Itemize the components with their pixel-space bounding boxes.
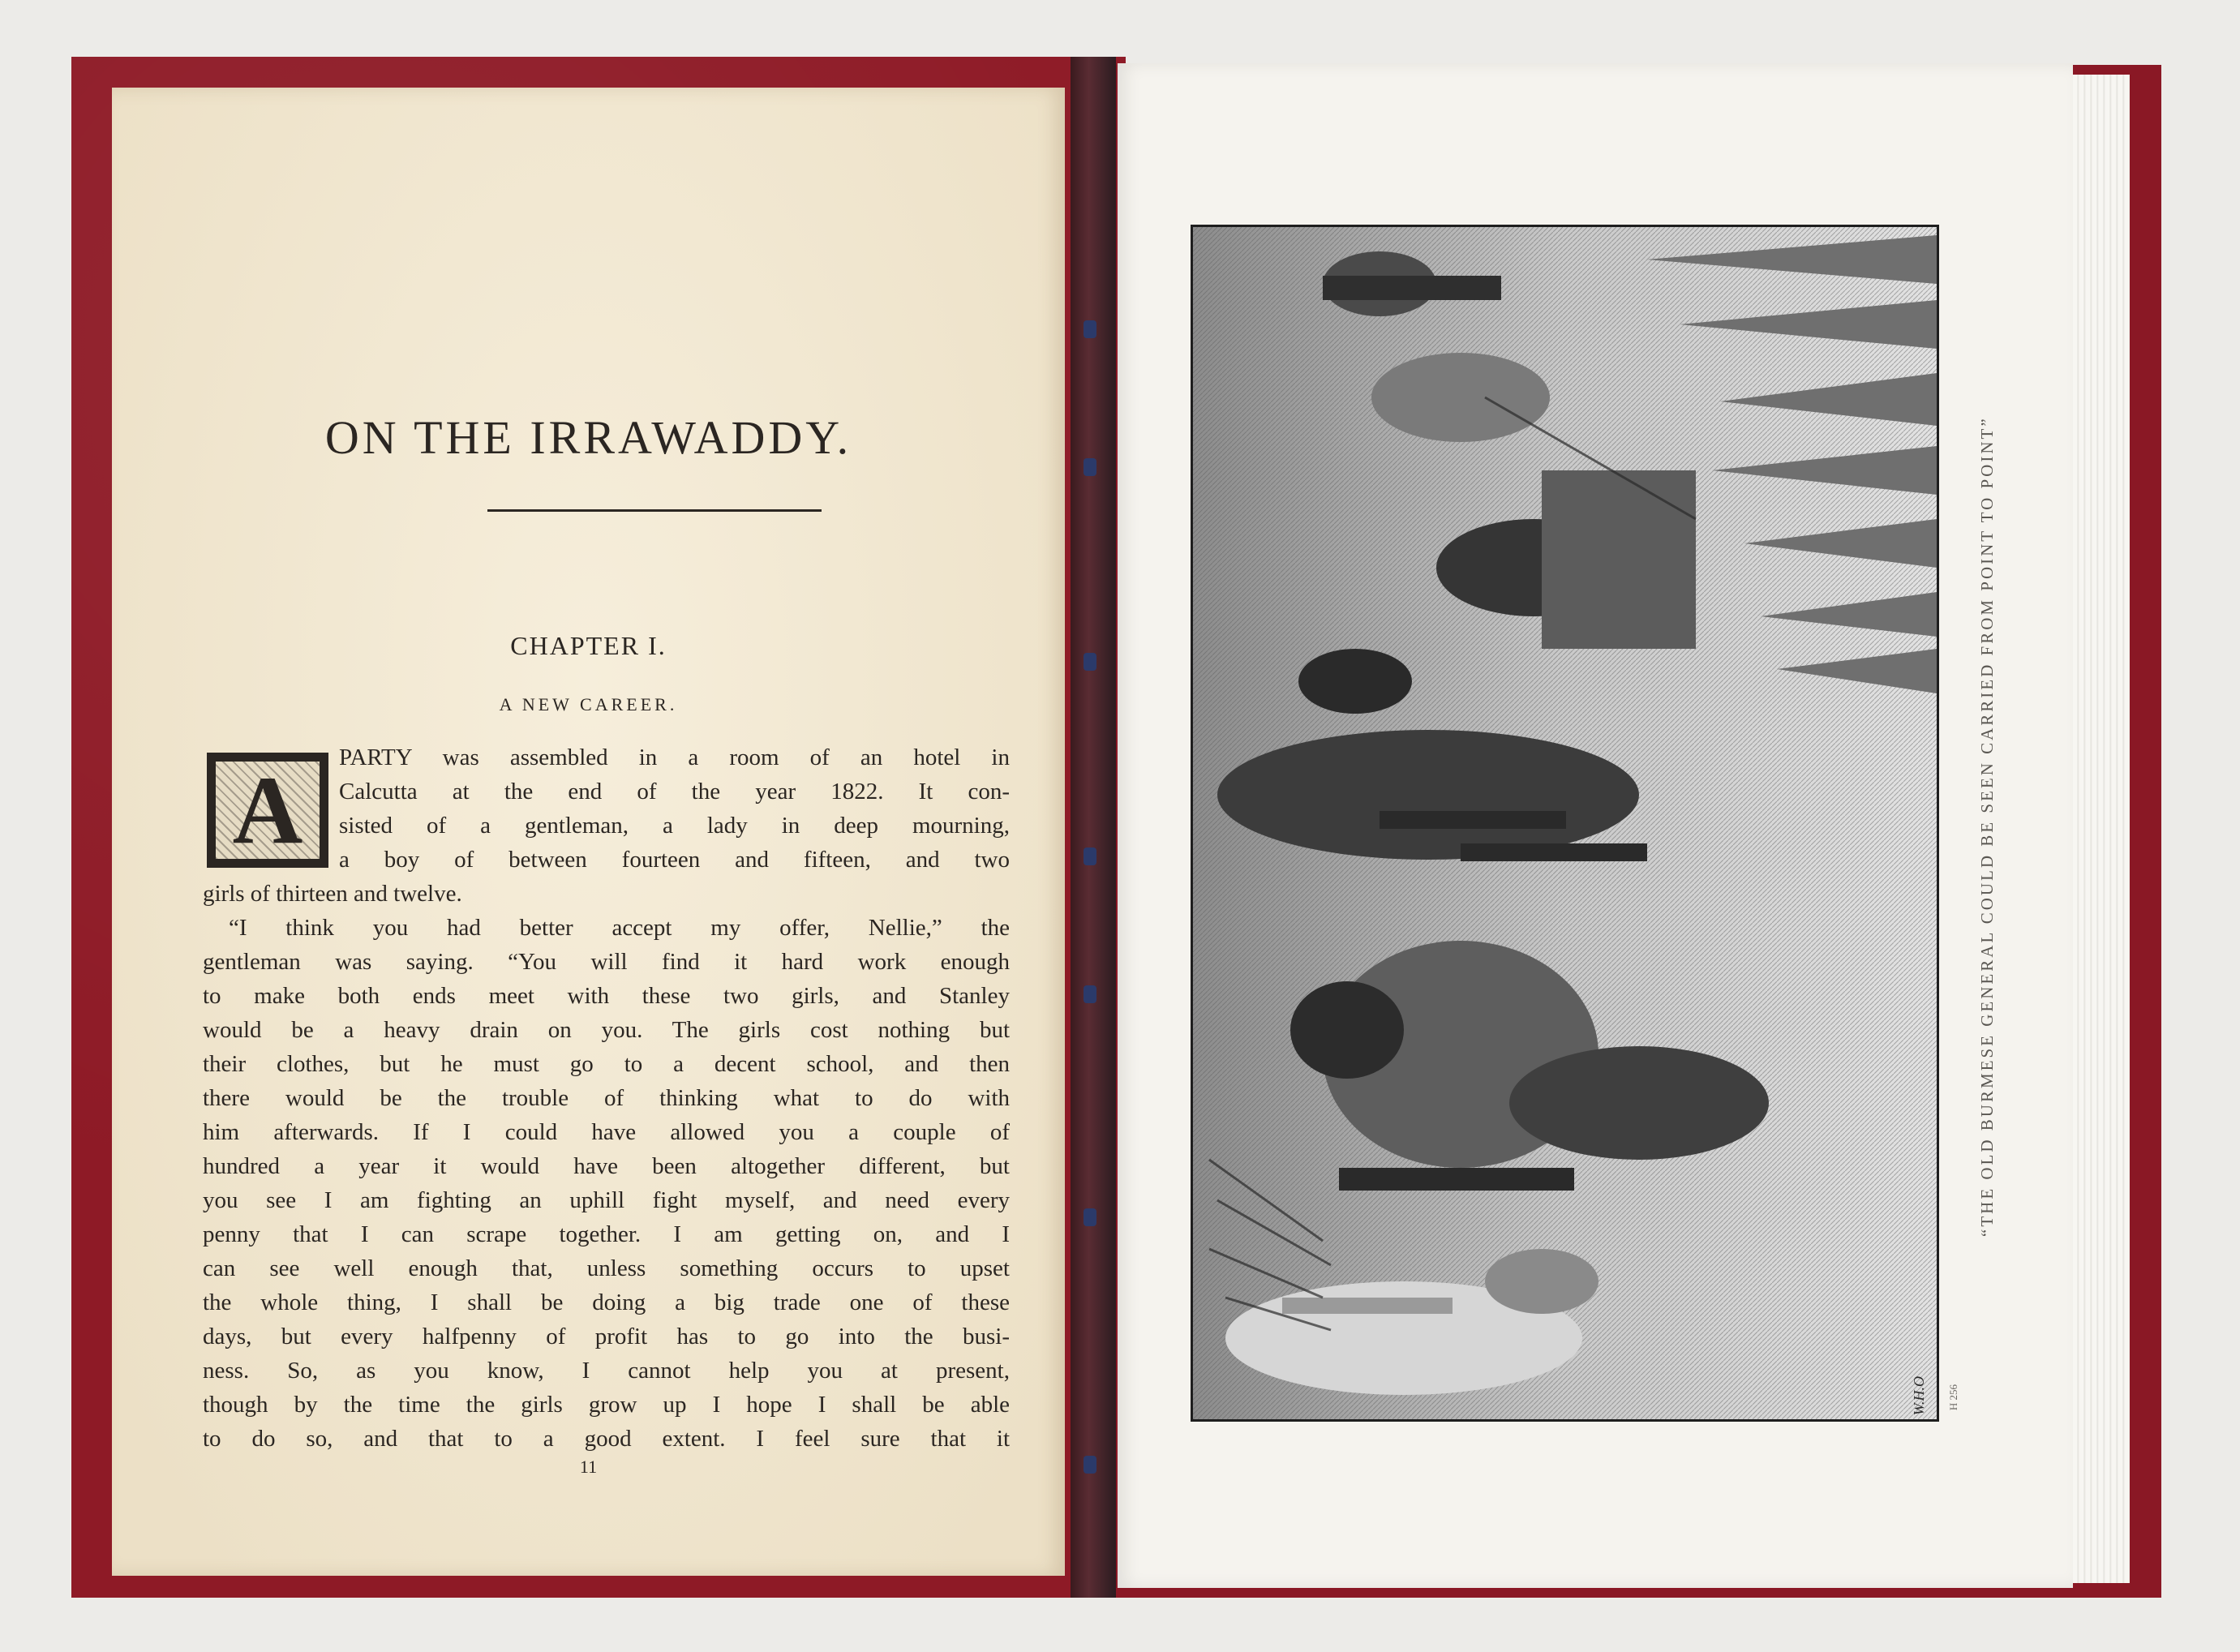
binding-stitch xyxy=(1084,1456,1096,1474)
text-line: girls of thirteen and twelve. xyxy=(203,881,462,907)
page-number: 11 xyxy=(579,1457,598,1477)
drop-cap-ornament xyxy=(216,756,320,864)
book-title: ON THE IRRAWADDY. xyxy=(324,411,852,464)
text-line: would be a heavy drain on you. The girls cost nothing but xyxy=(203,1017,1010,1043)
plate-code: H 256 xyxy=(1947,1384,1959,1411)
page-edges xyxy=(2073,75,2130,1583)
artist-signature: W.H.O xyxy=(1911,1376,1927,1416)
binding-stitch xyxy=(1084,320,1096,338)
text-line: penny that I can scrape together. I am getting on, and I xyxy=(203,1221,1010,1247)
text-line: can see well enough that, unless something occurs to upset xyxy=(203,1255,1010,1281)
text-line: Calcutta at the end of the year 1822. It con- xyxy=(339,779,1010,805)
book-spine xyxy=(1071,57,1116,1598)
text-line: sisted of a gentleman, a lady in deep mourning, xyxy=(339,813,1010,839)
text-line: the whole thing, I shall be doing a big trade one of these xyxy=(203,1289,1010,1315)
chapter-heading: CHAPTER I. xyxy=(510,631,667,660)
text-line: you see I am fighting an uphill fight myself, and need every xyxy=(203,1187,1010,1213)
engraving-illustration xyxy=(1191,225,1939,1422)
text-line: PARTY was assembled in a room of an hotel in xyxy=(339,744,1010,770)
drop-cap-letter: A xyxy=(232,756,303,864)
text-line: to make both ends meet with these two girls, and Stanley xyxy=(203,983,1010,1009)
binding-stitch xyxy=(1084,1208,1096,1226)
binding-stitch xyxy=(1084,985,1096,1003)
left-page xyxy=(112,88,1065,1576)
text-line: days, but every halfpenny of profit has to go into the busi- xyxy=(203,1324,1010,1349)
text-line: gentleman was saying. “You will find it hard work enough xyxy=(203,949,1010,975)
text-line: though by the time the girls grow up I hope I shall be able xyxy=(203,1392,1010,1418)
text-line: “I think you had better accept my offer, Nellie,” the xyxy=(229,915,1010,941)
chapter-title: A NEW CAREER. xyxy=(499,694,678,714)
binding-stitch xyxy=(1084,458,1096,476)
engraving-illustration-art xyxy=(1193,227,1937,1419)
text-line: to do so, and that to a good extent. I feel sure that it xyxy=(203,1426,1010,1452)
binding-stitch xyxy=(1084,847,1096,865)
illustration-caption: “THE OLD BURMESE GENERAL COULD BE SEEN CARRIED FROM POINT TO POINT” xyxy=(1977,416,1997,1238)
binding-stitch xyxy=(1084,653,1096,671)
text-line: their clothes, but he must go to a decent school, and then xyxy=(203,1051,1010,1077)
text-line: hundred a year it would have been altogether different, but xyxy=(203,1153,1010,1179)
text-line: a boy of between fourteen and fifteen, and two xyxy=(339,847,1010,873)
text-line: him afterwards. If I could have allowed you a couple of xyxy=(203,1119,1010,1145)
title-rule xyxy=(487,509,822,512)
drop-cap xyxy=(207,753,328,868)
text-line: there would be the trouble of thinking what to do with xyxy=(203,1085,1010,1111)
text-line: ness. So, as you know, I cannot help you at present, xyxy=(203,1358,1010,1384)
